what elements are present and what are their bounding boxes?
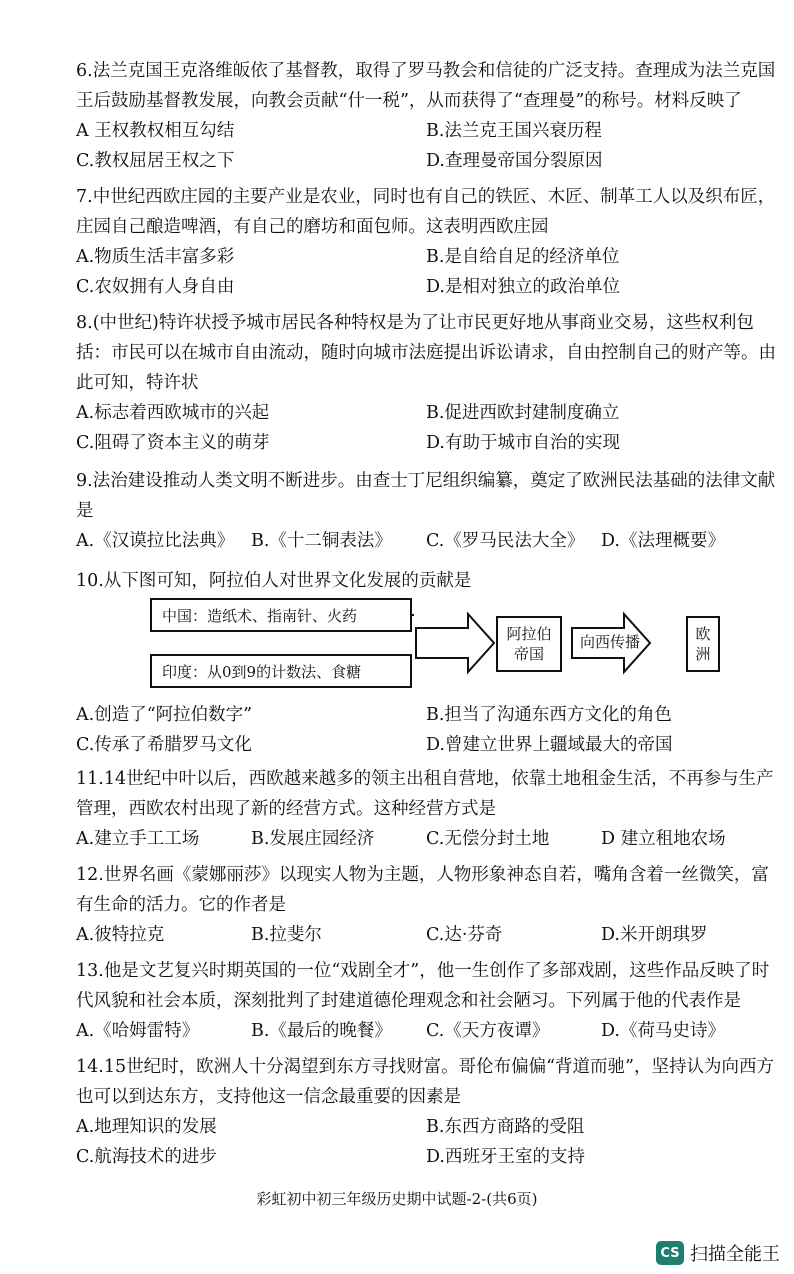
box-arab: 阿拉伯帝国 bbox=[496, 616, 562, 672]
option-a: A.建立手工工场 bbox=[76, 829, 200, 849]
option-d: D.米开朗琪罗 bbox=[601, 925, 708, 945]
option-c: C.航海技术的进步 bbox=[76, 1147, 217, 1167]
question-stem: 12.世界名画《蒙娜丽莎》以现实人物为主题，人物形象神态自若，嘴角含着一丝微笑，富有生命的活力。它的作者是 bbox=[76, 865, 769, 915]
option-a: A.物质生活丰富多彩 bbox=[76, 247, 235, 267]
page-footer: 彩虹初中初三年级历史期中试题-2-(共6页) bbox=[256, 1190, 538, 1208]
option-b: B.拉斐尔 bbox=[251, 925, 322, 945]
option-d: D.查理曼帝国分裂原因 bbox=[426, 151, 603, 171]
option-b: B.法兰克王国兴衰历程 bbox=[426, 121, 602, 141]
question-12 bbox=[76, 860, 776, 950]
question-11 bbox=[76, 764, 776, 854]
option-d: D.有助于城市自治的实现 bbox=[426, 433, 620, 453]
question-8 bbox=[76, 308, 776, 458]
question-10-options bbox=[76, 700, 776, 760]
option-a: A.《哈姆雷特》 bbox=[76, 1021, 200, 1041]
arrow-right-icon bbox=[416, 614, 494, 672]
option-c: C.传承了希腊罗马文化 bbox=[76, 735, 252, 755]
option-b: B.《最后的晚餐》 bbox=[251, 1021, 392, 1041]
option-b: B.东西方商路的受阻 bbox=[426, 1117, 585, 1137]
option-d: D 建立租地农场 bbox=[601, 829, 726, 849]
question-stem: 10.从下图可知，阿拉伯人对世界文化发展的贡献是 bbox=[76, 571, 472, 591]
option-d: D.曾建立世界上疆域最大的帝国 bbox=[426, 735, 673, 755]
option-c: C.《天方夜谭》 bbox=[426, 1021, 550, 1041]
option-a: A 王权教权相互勾结 bbox=[76, 121, 235, 141]
question-stem: 8.(中世纪)特许状授予城市居民各种特权是为了让市民更好地从事商业交易，这些权利包括：市民可以在城市自由流动，随时向城市法庭提出诉讼请求，自由控制自己的财产等。由此可知，特许状 bbox=[76, 313, 776, 393]
question-9 bbox=[76, 466, 776, 556]
option-b: B.发展庄园经济 bbox=[251, 829, 375, 849]
question-14 bbox=[76, 1052, 776, 1172]
box-china: 中国：造纸术、指南针、火药 bbox=[150, 598, 412, 632]
flow-diagram bbox=[150, 596, 730, 692]
question-stem: 14.15世纪时，欧洲人十分渴望到东方寻找财富。哥伦布偏偏“背道而驰”，坚持认为向西方也可以到达东方，支持他这一信念最重要的因素是 bbox=[76, 1057, 774, 1107]
question-6 bbox=[76, 56, 776, 176]
option-a: A.彼特拉克 bbox=[76, 925, 165, 945]
question-13 bbox=[76, 956, 776, 1046]
question-stem: 9.法治建设推动人类文明不断进步。由查士丁尼组织编纂，奠定了欧洲民法基础的法律文献是 bbox=[76, 471, 776, 521]
option-b: B.《十二铜表法》 bbox=[251, 531, 392, 551]
option-d: D.《法理概要》 bbox=[601, 531, 725, 551]
option-c: C.阻碍了资本主义的萌芽 bbox=[76, 433, 270, 453]
watermark-text: 扫描全能王 bbox=[690, 1244, 780, 1265]
option-c: C.农奴拥有人身自由 bbox=[76, 277, 235, 297]
option-a: A.标志着西欧城市的兴起 bbox=[76, 403, 270, 423]
label-spread: 向西传播 bbox=[580, 633, 641, 651]
option-c: C.教权屈居王权之下 bbox=[76, 151, 235, 171]
option-d: D.西班牙王室的支持 bbox=[426, 1147, 585, 1167]
scanner-watermark bbox=[656, 1240, 780, 1266]
box-europe: 欧洲 bbox=[686, 616, 720, 672]
cs-logo-icon: CS bbox=[656, 1241, 684, 1265]
option-c: C.《罗马民法大全》 bbox=[426, 531, 585, 551]
option-b: B.担当了沟通东西方文化的角色 bbox=[426, 705, 672, 725]
option-d: D.《荷马史诗》 bbox=[601, 1021, 725, 1041]
option-b: B.促进西欧封建制度确立 bbox=[426, 403, 620, 423]
option-a: A.地理知识的发展 bbox=[76, 1117, 217, 1137]
question-stem: 13.他是文艺复兴时期英国的一位“戏剧全才”，他一生创作了多部戏剧，这些作品反映了时代风貌和社会本质，深刻批判了封建道德伦理观念和社会陋习。下列属于他的代表作是 bbox=[76, 961, 770, 1011]
option-d: D.是相对独立的政治单位 bbox=[426, 277, 620, 297]
question-stem: 11.14世纪中叶以后，西欧越来越多的领主出租自营地，依靠土地租金生活，不再参与生产管理，西欧农村出现了新的经营方式。这种经营方式是 bbox=[76, 769, 774, 819]
diagram-arrows bbox=[412, 596, 730, 692]
question-stem: 6.法兰克国王克洛维皈依了基督教，取得了罗马教会和信徒的广泛支持。查理成为法兰克国王后鼓励基督教发展，向教会贡献“什一税”，从而获得了“查理曼”的称号。材料反映了 bbox=[76, 61, 776, 111]
option-c: C.无偿分封土地 bbox=[426, 829, 550, 849]
question-stem: 7.中世纪西欧庄园的主要产业是农业，同时也有自己的铁匠、木匠、制革工人以及织布匠，庄园自己酿造啤酒，有自己的磨坊和面包师。这表明西欧庄园 bbox=[76, 187, 776, 237]
question-10 bbox=[76, 566, 776, 596]
option-c: C.达·芬奇 bbox=[426, 925, 503, 945]
option-b: B.是自给自足的经济单位 bbox=[426, 247, 620, 267]
question-7 bbox=[76, 182, 776, 302]
option-a: A.创造了“阿拉伯数字” bbox=[76, 705, 253, 725]
option-a: A.《汉谟拉比法典》 bbox=[76, 531, 235, 551]
box-india: 印度：从0到9的计数法、食糖 bbox=[150, 654, 412, 688]
